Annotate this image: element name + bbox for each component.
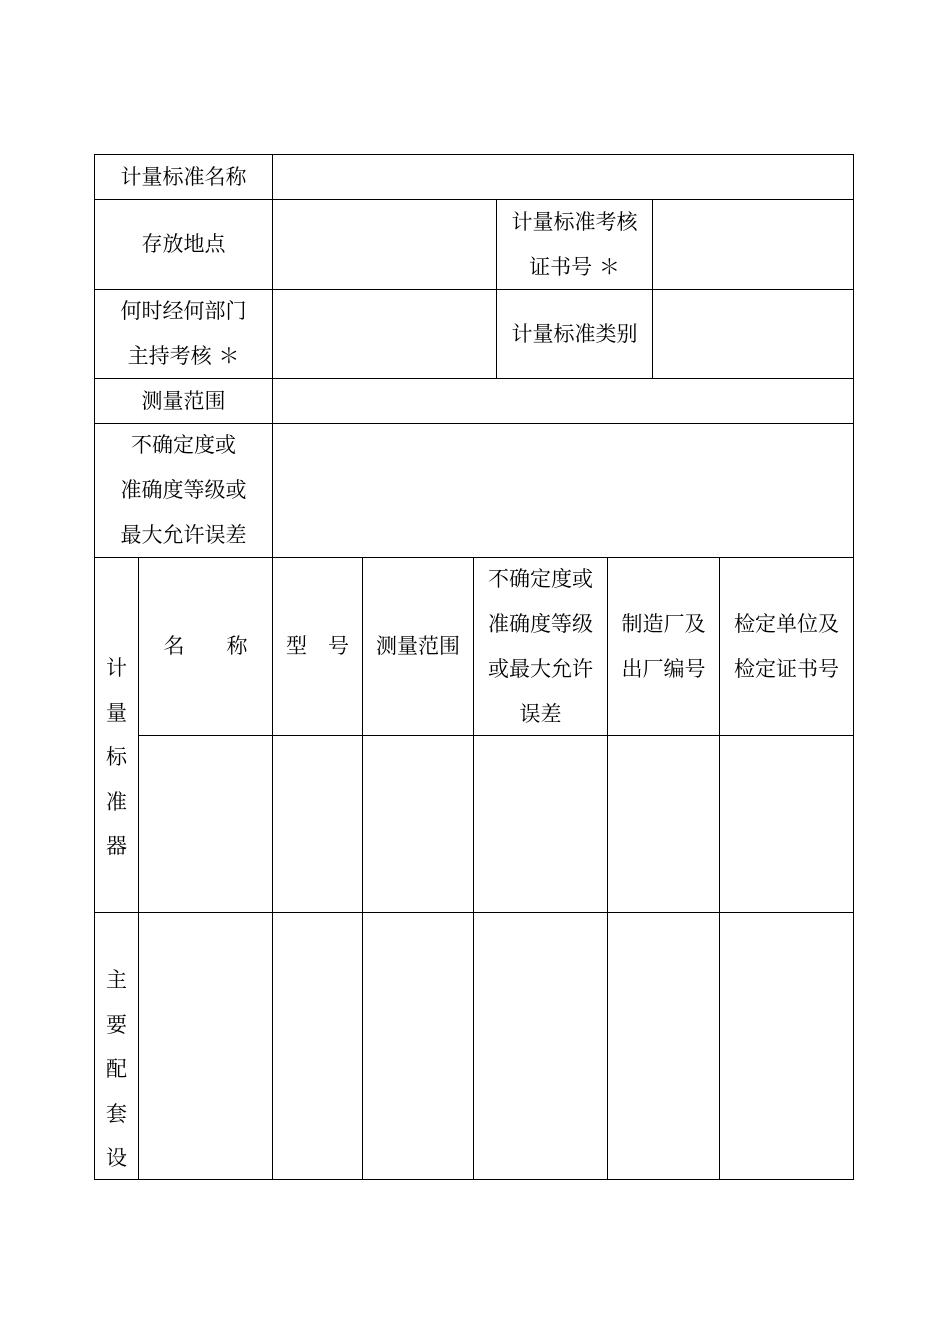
section-char: 器 [106,834,127,858]
auxiliary-equipment-name-cell[interactable] [139,913,272,1179]
uncertainty-label: 不确定度或 准确度等级或 最大允许误差 [120,433,247,547]
section-char: 要 [106,1012,127,1037]
storage-location-field[interactable] [273,200,496,289]
auxiliary-equipment-calibration-cell[interactable] [720,913,853,1179]
storage-location-label: 存放地点 [141,232,226,256]
measurement-range-field[interactable] [273,379,853,423]
standard-category-label: 计量标准类别 [511,321,638,346]
section-char: 设 [106,1146,127,1170]
header-calibration-unit: 检定单位及 检定证书号 [734,611,839,681]
section-char: 套 [106,1101,127,1126]
section-label-auxiliary-equipment [95,958,138,1181]
auxiliary-equipment-model-cell[interactable] [273,913,362,1179]
section-char: 标 [106,745,127,769]
standard-category-field[interactable] [653,290,853,378]
standard-instrument-name-cell[interactable] [139,736,272,912]
section-char: 量 [106,700,127,725]
certificate-number-field[interactable] [653,200,853,289]
section-char: 配 [106,1057,127,1081]
header-name: 名 称 [163,634,248,658]
section-label-standard-instruments [95,646,138,869]
standard-name-field[interactable] [273,155,853,199]
section-char: 主 [106,968,127,992]
standard-info-form [94,154,854,1180]
standard-instrument-calibration-cell[interactable] [720,736,853,912]
header-model: 型 号 [286,634,349,658]
uncertainty-field[interactable] [273,424,853,557]
assessment-authority-label: 何时经何部门 主持考核 ＊ [120,299,247,368]
standard-instrument-model-cell[interactable] [273,736,362,912]
assessment-authority-field[interactable] [273,290,496,378]
header-manufacturer: 制造厂及 出厂编号 [621,611,706,681]
auxiliary-equipment-manufacturer-cell[interactable] [608,913,719,1179]
table-border-right [853,154,854,1180]
auxiliary-equipment-range-cell[interactable] [363,913,473,1179]
table-border-bottom [94,1179,854,1180]
section-char: 计 [106,656,127,680]
standard-instrument-uncertainty-cell[interactable] [474,736,607,912]
auxiliary-equipment-uncertainty-cell[interactable] [474,913,607,1179]
measurement-range-label: 测量范围 [141,388,226,413]
standard-instrument-manufacturer-cell[interactable] [608,736,719,912]
header-measurement-range: 测量范围 [376,634,460,658]
header-uncertainty: 不确定度或 准确度等级 或最大允许 误差 [488,566,593,726]
certificate-number-label: 计量标准考核 证书号 ＊ [511,209,638,279]
standard-instrument-range-cell[interactable] [363,736,473,912]
standard-name-label: 计量标准名称 [120,164,247,189]
section-char: 准 [106,789,127,814]
